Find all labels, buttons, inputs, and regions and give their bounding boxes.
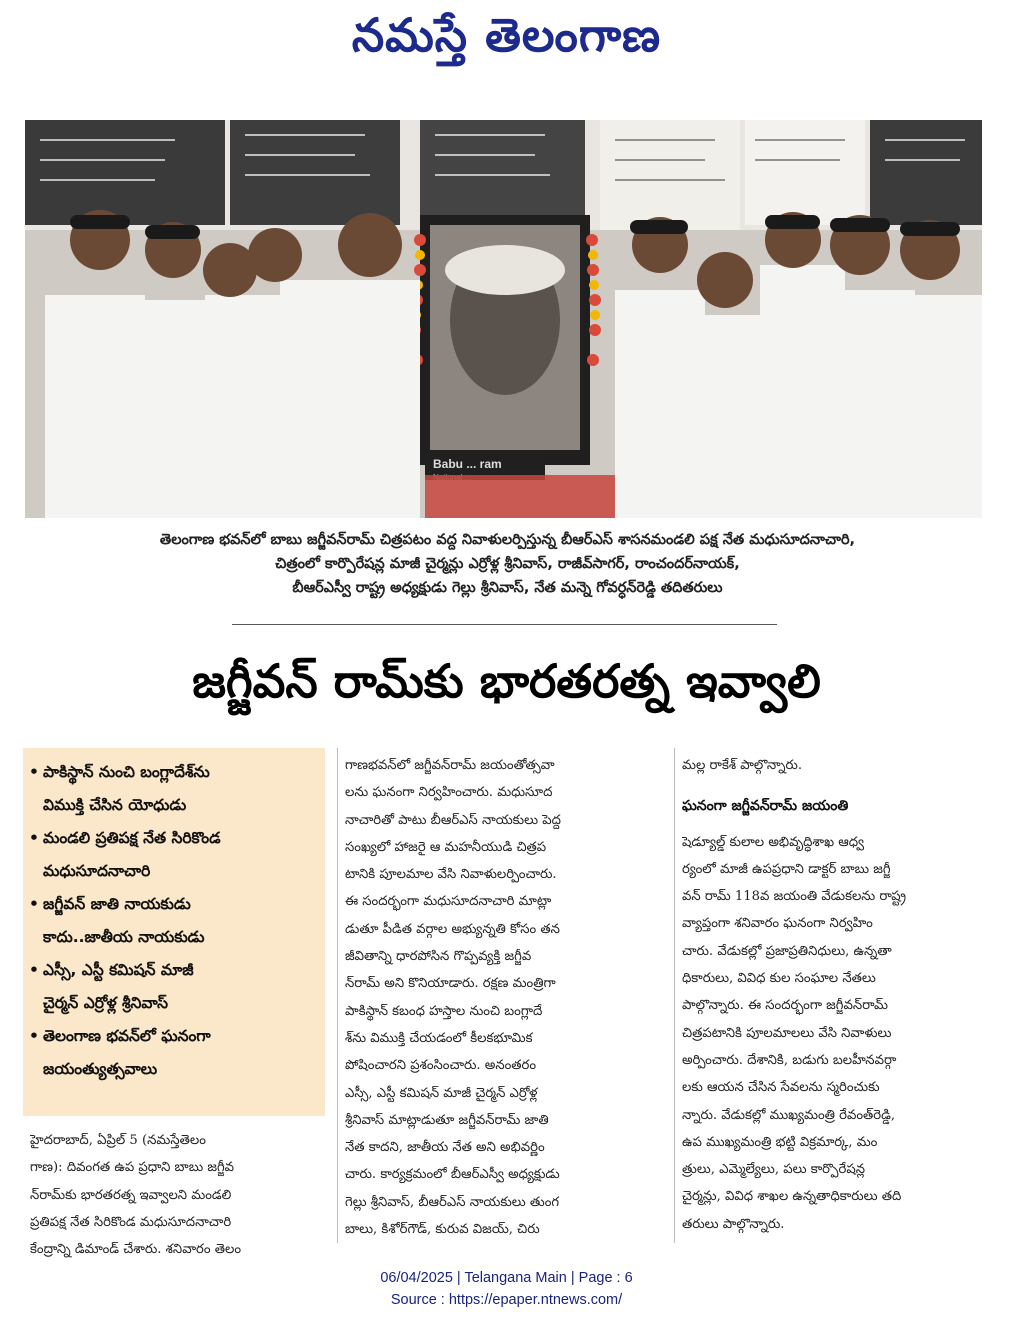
caption-line: బీఆర్‌ఎస్వీ రాష్ట్ర అధ్యక్షుడు గెల్లు శ్రీనివాస్, నేత మన్నె గోవర్ధన్‌రెడ్డి తదితరులు	[292, 580, 723, 596]
highlight-item	[29, 954, 319, 1020]
article-line: పాల్గొన్నారు. ఈ సందర్భంగా జగ్జీవన్‌రామ్	[682, 998, 888, 1014]
article-line: బాలు, కిశోర్‌గౌడ్, కురువ విజయ్, చిరు	[345, 1222, 540, 1238]
bullet-icon: •	[29, 829, 39, 847]
highlight-line: విముక్తి చేసిన యోధుడు	[43, 796, 187, 814]
article-line: టానికి పూలమాల వేసి నివాళులర్పించారు.	[345, 867, 557, 883]
column-divider	[337, 748, 338, 1243]
highlight-line: తెలంగాణ భవన్‌లో ఘనంగా	[43, 1027, 211, 1045]
article-line: మల్ల రాకేశ్ పాల్గొన్నారు.	[682, 758, 803, 773]
article-line: చిత్రపటానికి పూలమాలలు వేసి నివాళులు	[682, 1025, 892, 1041]
highlight-line: జయంత్యుత్సవాలు	[43, 1060, 158, 1078]
article-line: వన్ రామ్ 118వ జయంతి వేడుకలను రాష్ట్ర	[682, 889, 907, 905]
highlight-item	[29, 822, 319, 888]
footer-edition-info: 06/04/2025 | Telangana Main | Page : 6	[380, 1270, 633, 1286]
article-line: ఉప ముఖ్యమంత్రి భట్టి విక్రమార్క, మం	[682, 1134, 878, 1150]
caption-line: తెలంగాణ భవన్‌లో బాబు జగ్జీవన్‌రామ్ చిత్రపటం వద్ద నివాళులర్పిస్తున్న బీఆర్‌ఎస్ శాసనమండలి పక్ష నేత మధుసూదనాచారి,	[159, 532, 856, 548]
article-line: న్‌రామ్‌కు భారతరత్న ఇవ్వాలని మండలి	[30, 1187, 232, 1203]
article-line: త్రులు, ఎమ్మెల్యేలు, పలు కార్పొరేషన్ల	[682, 1162, 866, 1178]
article-line: న్నారు. వేడుకల్లో ముఖ్యమంత్రి రేవంత్‌రెడ్డి,	[682, 1107, 896, 1123]
highlight-line: మండలి ప్రతిపక్ష నేత సిరికొండ	[43, 829, 221, 847]
highlight-line: జగ్జీవన్ జాతి నాయకుడు	[43, 895, 191, 913]
portrait-label: Babu ... ram	[433, 457, 502, 471]
bullet-icon: •	[29, 763, 39, 781]
article-line: పోషించారని ప్రశంసించారు. అనంతరం	[345, 1058, 537, 1074]
caption-line: చిత్రంలో కార్పొరేషన్ల మాజీ చైర్మన్లు ఎర్రోళ్ల శ్రీనివాస్, రాజీవ్‌సాగర్, రాంచందర్‌నాయక్,	[275, 556, 740, 572]
highlight-line: మధుసూదనాచారి	[43, 862, 151, 880]
highlights-box	[23, 748, 325, 1116]
article-line: శ్‌ను విముక్తి చేయడంలో కీలకభూమిక	[345, 1030, 533, 1046]
article-line: న్‌రామ్ అని కొనియాడారు. రక్షణ మంత్రిగా	[345, 976, 556, 992]
article-line: గాణ): దివంగత ఉప ప్రధాని బాబు జగ్జీవ	[30, 1160, 235, 1176]
article-line: షెడ్యూల్డ్ కులాల అభివృద్ధిశాఖ ఆధ్వ	[682, 834, 864, 850]
article-line: వ్యాప్తంగా శనివారం ఘనంగా నిర్వహిం	[682, 916, 873, 932]
bullet-icon: •	[29, 1027, 39, 1045]
article-line: ఈ సందర్భంగా మధుసూదనాచారి మాట్లా	[345, 894, 552, 910]
article-line: ప్రతిపక్ష నేత సిరికొండ మధుసూదనాచారి	[30, 1214, 232, 1230]
article-line: నాచారితో పాటు బీఆర్‌ఎస్ నాయకులు పెద్ద	[345, 812, 561, 828]
news-photo	[25, 120, 982, 518]
highlight-line: కాదు..జాతీయ నాయకుడు	[43, 928, 205, 946]
bullet-icon: •	[29, 961, 39, 979]
article-line: ఎస్సీ, ఎస్టీ కమిషన్ మాజీ చైర్మన్ ఎర్రోళ్ల	[345, 1085, 538, 1101]
footer-source-link[interactable]: Source : https://epaper.ntnews.com/	[390, 1292, 623, 1308]
article-column-1	[30, 1127, 330, 1263]
article-line: జీవితాన్ని ధారపోసిన గొప్పవ్యక్తి జగ్జీవ	[345, 949, 532, 965]
highlight-line: ఎస్సీ, ఎస్టీ కమిషన్ మాజీ	[43, 961, 194, 979]
article-line: శ్రీనివాస్ మాట్లాడుతూ జగ్జీవన్‌రామ్ జాతి	[345, 1112, 549, 1128]
article-line: ధికారులు, వివిధ కుల సంఘాల నేతలు	[682, 971, 876, 987]
article-column-3	[682, 752, 982, 1238]
article-line: పాకిస్థాన్ కబంధ హస్తాల నుంచి బంగ్లాదే	[345, 1003, 543, 1019]
bullet-icon: •	[29, 895, 39, 913]
highlight-line: చైర్మన్ ఎర్రోళ్ల శ్రీనివాస్	[43, 994, 169, 1012]
headline: జగ్జీవన్ రామ్‌కు భారతరత్న ఇవ్వాలి	[192, 654, 821, 708]
article-line: ర్యంలో మాజీ ఉపప్రధాని డాక్టర్ బాబు జగ్జీ	[682, 861, 891, 877]
article-line: చారు. కార్యక్రమంలో బీఆర్‌ఎస్వీ అధ్యక్షుడు	[345, 1167, 560, 1183]
highlight-line: పాకిస్థాన్ నుంచి బంగ్లాదేశ్‌ను	[43, 763, 210, 781]
article-line: కేంద్రాన్ని డిమాండ్ చేశారు. శనివారం తెలం	[30, 1242, 242, 1258]
highlight-item	[29, 756, 319, 822]
photo-caption	[40, 528, 975, 600]
article-line: నేత కాదని, జాతీయ నేత అని అభివర్ణిం	[345, 1140, 545, 1156]
highlight-item	[29, 1020, 319, 1086]
column-divider	[674, 748, 675, 1243]
caption-divider	[232, 624, 777, 625]
article-line: అర్పించారు. దేశానికి, బడుగు బలహీనవర్గా	[682, 1052, 897, 1068]
article-line: గెల్లు శ్రీనివాస్, బీఆర్‌ఎస్ నాయకులు తుంగ	[345, 1194, 560, 1210]
article-column-2	[345, 752, 667, 1243]
article-subheading: ఘనంగా జగ్జీవన్‌రామ్ జయంతి	[682, 798, 849, 815]
highlight-item	[29, 888, 319, 954]
article-line: లను ఘనంగా నిర్వహించారు. మధుసూద	[345, 785, 553, 801]
article-line: చారు. వేడుకల్లో ప్రజాప్రతినిధులు, ఉన్నతా	[682, 943, 892, 959]
masthead-logo: నమస్తే తెలంగాణ	[351, 8, 662, 62]
article-line: సంఖ్యలో హాజరై ఆ మహనీయుడి చిత్రప	[345, 839, 547, 855]
article-line: చైర్మన్లు, వివిధ శాఖల ఉన్నతాధికారులు తది	[682, 1189, 902, 1205]
article-line: డుతూ పీడిత వర్గాల అభ్యున్నతి కోసం తన	[345, 921, 560, 937]
article-line: గాణభవన్‌లో జగ్జీవన్‌రామ్ జయంతోత్సవా	[345, 758, 555, 773]
article-line: లకు ఆయన చేసిన సేవలను స్మరించుకు	[682, 1080, 880, 1096]
article-line: హైదరాబాద్, ఏప్రిల్ 5 (నమస్తేతెలం	[30, 1133, 206, 1148]
article-line: తరులు పాల్గొన్నారు.	[682, 1216, 785, 1232]
